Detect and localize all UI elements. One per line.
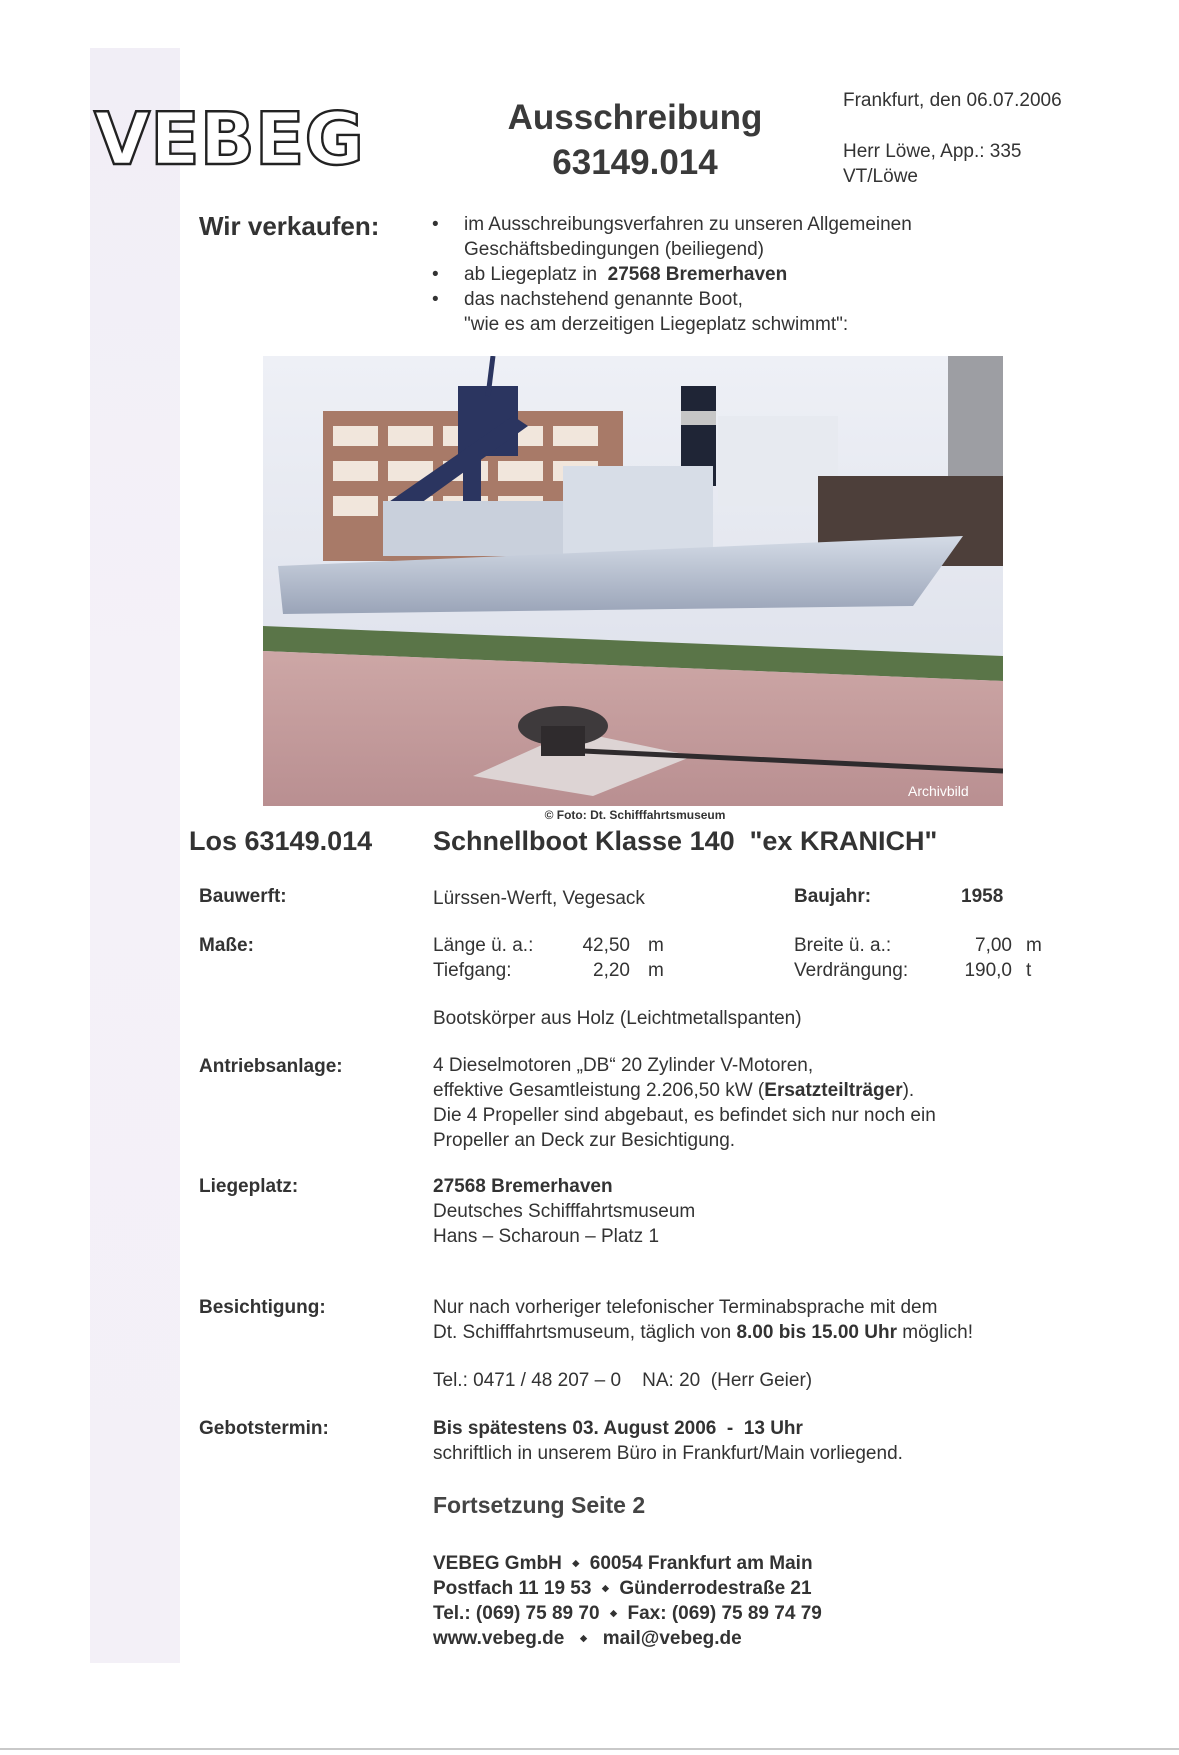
bullet-item [432,212,912,262]
besichtigung-text [433,1295,973,1345]
boat-photo [263,356,1003,806]
hull-description: Bootskörper aus Holz (Leichtmetallspanten) [433,1008,802,1029]
liegeplatz-line-1: 27568 Bremerhaven [433,1176,613,1197]
document-date: Frankfurt, den 06.07.2006 [843,90,1062,111]
laenge-value: 42,50 [582,935,630,956]
verdraengung-value: 190,0 [964,960,1012,981]
company-footer [433,1551,822,1651]
scan-edge-line [0,1748,1179,1750]
bullet-1-line-1: im Ausschreibungsverfahren zu unseren Allgemeinen [464,214,912,235]
bullet-item [432,287,912,337]
vebeg-logo-text: VEBEG [94,98,364,176]
footer-line-2: Postfach 11 19 53 ⬩ Günderrodestraße 21 [433,1578,812,1599]
bullet-item [432,262,912,287]
antrieb-label: Antriebsanlage: [199,1056,343,1077]
besichtigung-line-2-prefix: Dt. Schifffahrtsmuseum, täglich von [433,1322,732,1343]
left-margin-band [90,48,180,1663]
antrieb-line-2-suffix: ). [902,1080,915,1101]
laenge-unit: m [648,935,664,956]
title-line-1: Ausschreibung [507,98,763,137]
gebot-line-1: Bis spätestens 03. August 2006 - 13 Uhr [433,1418,803,1439]
tiefgang-value: 2,20 [593,960,630,981]
baujahr-value: 1958 [961,886,1004,907]
footer-line-4: www.vebeg.de ⬩ mail@vebeg.de [433,1628,742,1649]
antrieb-line-2 [433,1078,936,1103]
breite-value: 7,00 [975,935,1012,956]
besichtigung-hours: 8.00 bis 15.00 Uhr [736,1322,897,1343]
liegeplatz-text [433,1174,695,1249]
baujahr-label: Baujahr: [794,886,872,907]
antrieb-line-2-bold: Ersatzteilträger [764,1080,903,1101]
besichtigung-line-1: Nur nach vorheriger telefonischer Terminabsprache mit dem [433,1297,938,1318]
bullet-3-line-2: "wie es am derzeitigen Liegeplatz schwimmt": [464,314,849,335]
breite-unit: m [1026,935,1042,956]
bullet-2-location: 27568 Bremerhaven [607,264,788,285]
laenge-label: Länge ü. a.: [433,935,534,956]
antrieb-line-4: Propeller an Deck zur Besichtigung. [433,1130,736,1151]
vebeg-logo [90,98,370,176]
bullet-2-prefix: ab Liegeplatz in [464,264,598,285]
gebot-line-2: schriftlich in unserem Büro in Frankfurt/Main vorliegend. [433,1443,903,1464]
contact-block [843,139,1022,189]
masse-label: Maße: [199,935,254,956]
document-title [470,95,800,185]
liegeplatz-label: Liegeplatz: [199,1176,299,1197]
bauwerft-value: Lürssen-Werft, Vegesack [433,888,645,909]
contact-line-1: Herr Löwe, App.: 335 [843,141,1022,162]
antrieb-line-2-prefix: effektive Gesamtleistung 2.206,50 kW ( [433,1080,765,1101]
lot-number: Los 63149.014 [189,826,373,856]
lot-title: Schnellboot Klasse 140 "ex KRANICH" [433,826,938,856]
antrieb-line-3: Die 4 Propeller sind abgebaut, es befindet sich nur noch ein [433,1105,936,1126]
sell-bullet-list [432,212,912,337]
contact-line-2: VT/Löwe [843,166,918,187]
antrieb-text [433,1053,936,1153]
bullet-1-line-2: Geschäftsbedingungen (beiliegend) [464,239,764,260]
besichtigung-line-2-suffix: möglich! [902,1322,974,1343]
gebot-text [433,1416,903,1466]
footer-line-1: VEBEG GmbH ⬩ 60054 Frankfurt am Main [433,1553,813,1574]
besichtigung-line-2 [433,1320,973,1345]
continuation-heading: Fortsetzung Seite 2 [433,1492,646,1518]
besichtigung-label: Besichtigung: [199,1297,326,1318]
photo-watermark: Archivbild [908,783,969,799]
antrieb-line-1: 4 Dieselmotoren „DB“ 20 Zylinder V-Motoren, [433,1055,814,1076]
photo-credit: © Foto: Dt. Schifffahrtsmuseum [544,808,726,822]
verdraengung-unit: t [1026,960,1032,981]
tiefgang-unit: m [648,960,664,981]
title-line-2: 63149.014 [552,143,718,182]
verdraengung-label: Verdrängung: [794,960,909,981]
liegeplatz-line-2: Deutsches Schifffahrtsmuseum [433,1201,696,1222]
bullet-3-line-1: das nachstehend genannte Boot, [464,289,743,310]
phone-line: Tel.: 0471 / 48 207 – 0 NA: 20 (Herr Geier) [433,1370,813,1391]
footer-line-3: Tel.: (069) 75 89 70 ⬩ Fax: (069) 75 89 74 79 [433,1603,822,1624]
gebot-label: Gebotstermin: [199,1418,329,1439]
sell-heading: Wir verkaufen: [199,211,380,241]
breite-label: Breite ü. a.: [794,935,892,956]
liegeplatz-line-3: Hans – Scharoun – Platz 1 [433,1226,660,1247]
tiefgang-label: Tiefgang: [433,960,512,981]
bauwerft-label: Bauwerft: [199,886,287,907]
